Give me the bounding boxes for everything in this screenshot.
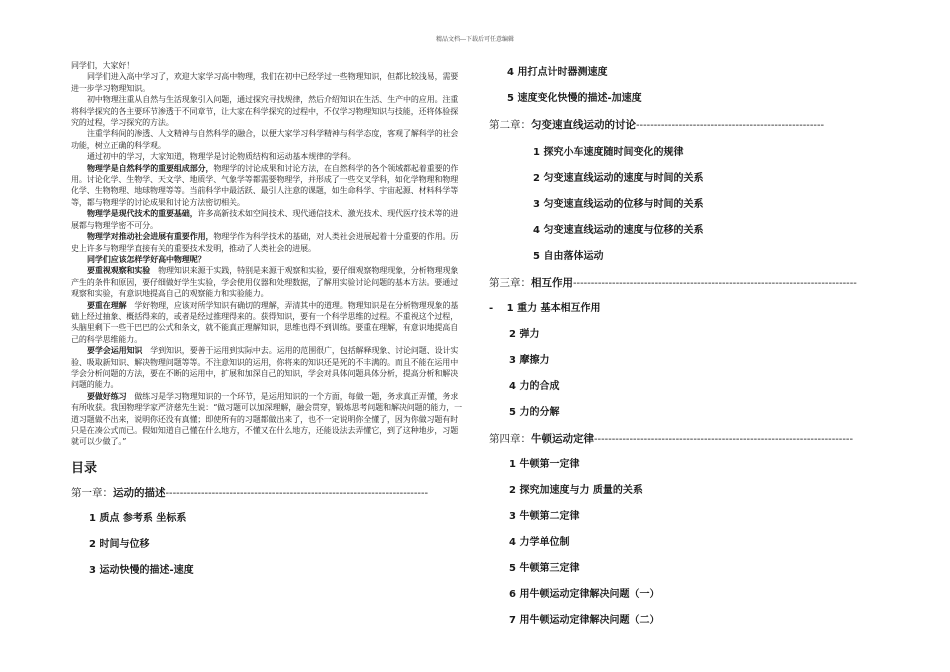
- intro-paragraph: 物理学对推动社会进展有重要作用，物理学作为科学技术的基础，对人类社会进展起着十分重要的作用。历史上许多与物理学直接有关的重要技术发明，推动了人类社会的进展。: [71, 232, 459, 253]
- left-column: [71, 60, 463, 578]
- toc-item[interactable]: 5 牛顿第三定律: [509, 563, 580, 574]
- toc-item[interactable]: 5 自由落体运动: [533, 251, 604, 262]
- toc-item[interactable]: 3 牛顿第二定律: [509, 511, 580, 522]
- toc-item[interactable]: 3 运动快慢的描述-速度: [89, 564, 194, 576]
- intro-paragraph: 初中物理注重从自然与生活现象引入问题，通过探究寻找规律，然后介绍知识在生活、生产中的应用。注重将科学探究的各主要环节渗透于不同章节，让大家在科学探究的过程中，不仅学习物理知识与技能，还将体验探究的过程，学习探究的方法。: [71, 95, 459, 128]
- toc-chapter-1[interactable]: 第一章：运动的描述--------------------------------------------------------------------------: [71, 486, 429, 499]
- toc-item[interactable]: 5 力的分解: [509, 407, 560, 418]
- toc-item[interactable]: 5 速度变化快慢的描述-加速度: [507, 93, 642, 104]
- toc-item[interactable]: 4 用打点计时器测速度: [507, 67, 608, 78]
- greeting: 同学们，大家好！: [71, 61, 135, 70]
- section-question: 同学们应该怎样学好高中物理呢？: [87, 254, 206, 264]
- toc-item[interactable]: 2 时间与位移: [89, 538, 150, 550]
- page-header: 精品文档---下载后可任意编辑: [435, 36, 515, 43]
- method-paragraph: 要重在理解 学好物理，应该对所学知识有确切的理解，弄清其中的道理。物理知识是在分析物理现象的基础上经过抽象、概括得来的，或者是经过推理得来的。获得知识，要有一个科学思维的过程。不重视这个过程，头脑里剩下一些干巴巴的公式和条文，就不能真正理解知识，思维也得不到训练。要重在理解，有意识地提高自己的科学思维能力。: [71, 300, 459, 344]
- toc-title: 目录: [71, 460, 98, 476]
- toc-item[interactable]: 1 质点 参考系 坐标系: [89, 512, 187, 524]
- method-paragraph: 要重视观察和实验 物理知识来源于实践，特别是来源于观察和实验，要仔细观察物理现象，分析物理现象产生的条件和原因，要仔细做好学生实验，学会使用仪器和处理数据，了解用实验讨论问题的基本方法。要通过观察和实验，有意识地提高自己的观察能力和实验能力。: [71, 266, 459, 299]
- toc-item[interactable]: 1 探究小车速度随时间变化的规律: [533, 147, 684, 158]
- intro-paragraph: 物理学是现代技术的重要基础，许多高新技术如空间技术、现代通信技术、激光技术、现代医疗技术等的进展都与物理学密不可分。: [71, 209, 459, 230]
- toc-item[interactable]: 3 匀变速直线运动的位移与时间的关系: [533, 199, 704, 210]
- toc-item[interactable]: 4 力的合成: [509, 381, 560, 392]
- intro-paragraph: 通过初中的学习，大家知道，物理学是讨论物质结构和运动基本规律的学科。: [87, 152, 356, 162]
- toc-chapter-3[interactable]: 第三章：相互作用--------------------------------------------------------------------------------: [489, 277, 857, 289]
- intro-paragraph: 注重学科间的渗透、人文精神与自然科学的融合，以便大家学习科学精神与科学态度，客观了解科学的社会功能，树立正确的科学观。: [71, 129, 459, 150]
- toc-item[interactable]: 4 力学单位制: [509, 537, 570, 548]
- toc-item[interactable]: 2 探究加速度与力 质量的关系: [509, 485, 643, 496]
- toc-item[interactable]: 4 匀变速直线运动的速度与位移的关系: [533, 225, 704, 236]
- toc-chapter-4[interactable]: 第四章：牛顿运动定律-------------------------------------------------------------------------: [489, 433, 853, 445]
- method-paragraph: 要做好练习 做练习是学习物理知识的一个环节，是运用知识的一个方面，每做一题，务求真正弄懂，务求有所收获。我国物理学家严济慈先生说：“做习题可以加深理解，融会贯穿，锻炼思考问题和解决问题的能力，一道习题做不出来，说明你还没有真懂；即使所有的习题都做出来了，也不一定说明你全懂了，因为你做习题有时只是在凑公式而已。假如知道自己懂在什么地方，不懂又在什么地方，还能设法去弄懂它，到了这种地步，习题就可以少做了。”: [71, 391, 463, 447]
- intro-paragraph: 物理学是自然科学的重要组成部分，物理学的讨论成果和讨论方法，在自然科学的各个领域都起着重要的作用。讨论化学、生物学、天文学、地质学、气象学等都需要物理学，并形成了一些交叉学科，如化学物理和物理化学、生物物理、地球物理等等。当前科学中最活跃、最引人注意的课题，如生命科学、宇宙起源、材料科学等等，都与物理学的讨论成果和讨论方法密切相关。: [71, 163, 459, 207]
- toc-chapter-2[interactable]: 第二章：匀变速直线运动的讨论-----------------------------------------------------: [489, 119, 825, 131]
- toc-item[interactable]: 6 用牛顿运动定律解决问题（一）: [509, 589, 660, 600]
- intro-paragraph: 同学们进入高中学习了，欢迎大家学习高中物理，我们在初中已经学过一些物理知识，但都比较浅易，需要进一步学习物理知识。: [71, 72, 459, 93]
- toc-item[interactable]: 1 牛顿第一定律: [509, 459, 580, 470]
- toc-item[interactable]: 7 用牛顿运动定律解决问题（二）: [509, 615, 660, 626]
- right-column: [489, 66, 859, 628]
- toc-item[interactable]: 2 弹力: [509, 329, 540, 340]
- toc-item[interactable]: - 1 重力 基本相互作用: [489, 303, 601, 314]
- toc-item[interactable]: 3 摩擦力: [509, 355, 550, 366]
- toc-item[interactable]: 2 匀变速直线运动的速度与时间的关系: [533, 173, 704, 184]
- method-paragraph: 要学会运用知识 学到知识，要善于运用到实际中去。运用的范围很广，包括解释现象、讨论问题、设计实验、吸取新知识、解决物理问题等等。不注意知识的运用，你将来的知识还是死的不丰满的。而且不能在运用中学会分析问题的方法，要在不断的运用中，扩展和加深自己的知识，学会对具体问题具体分析，提高分析和解决问题的能力。: [71, 346, 459, 390]
